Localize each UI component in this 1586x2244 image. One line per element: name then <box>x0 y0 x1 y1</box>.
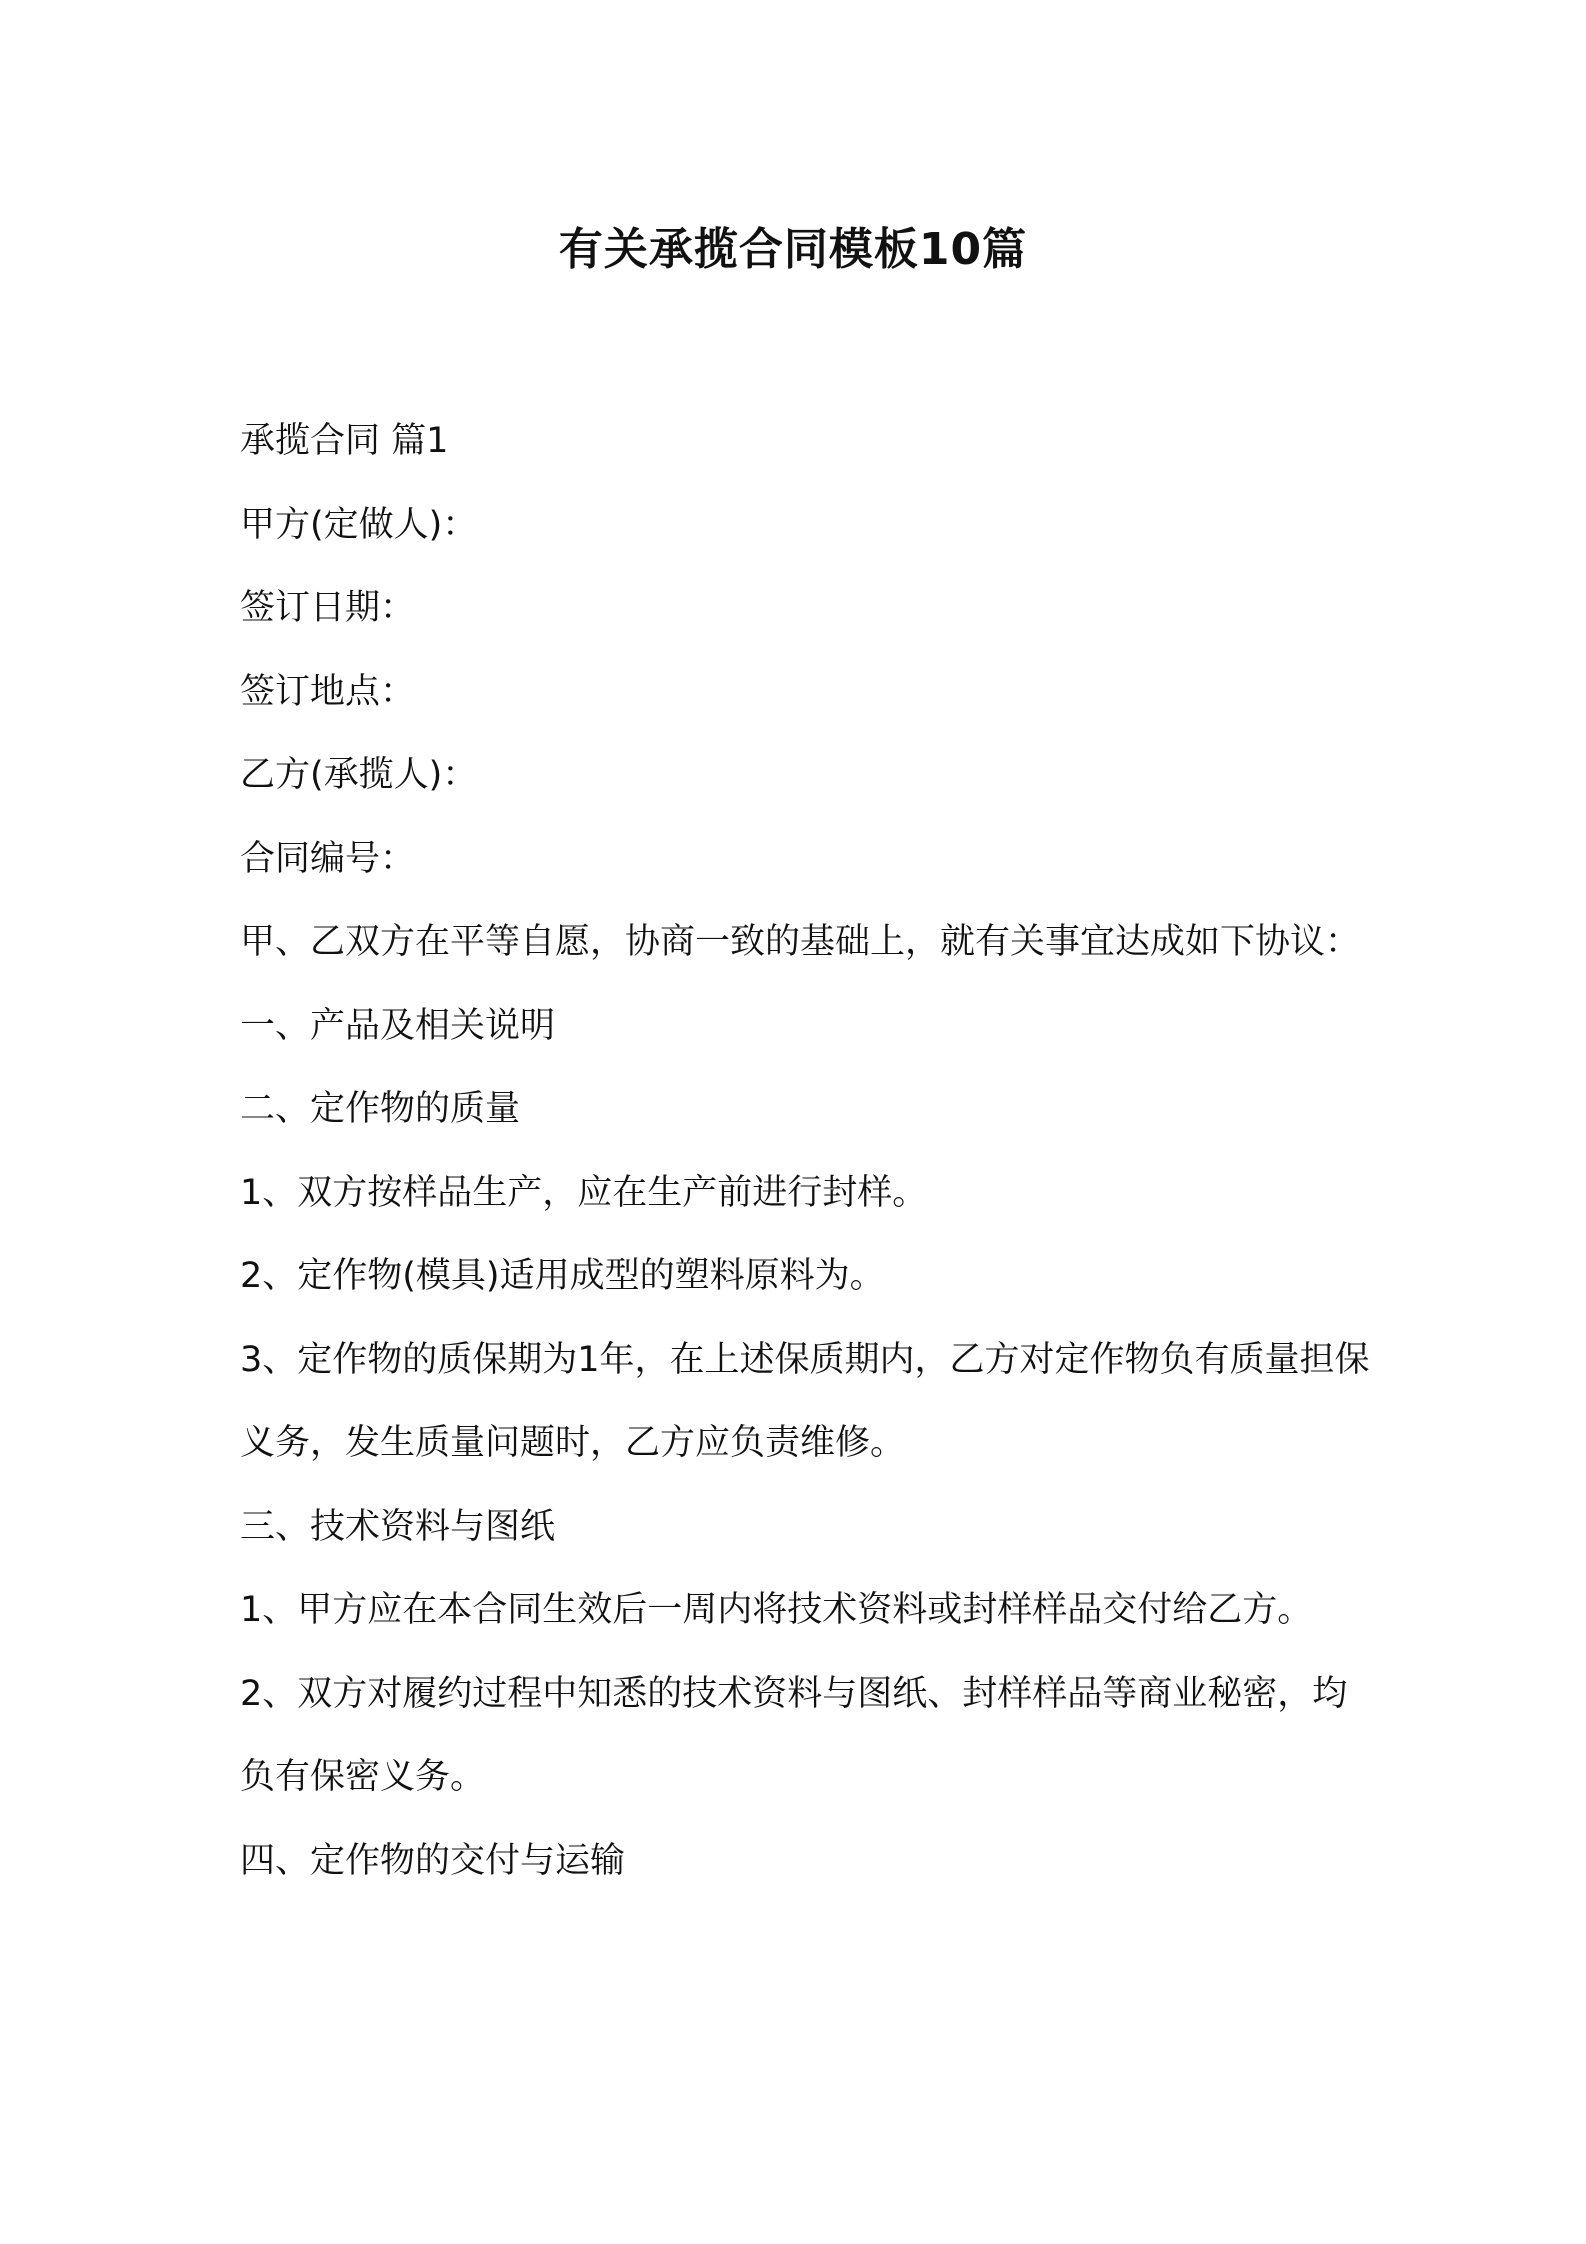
clause-item: 3、定作物的质保期为1年，在上述保质期内，乙方对定作物负有质量担保义务，发生质量问题时，乙方应负责维修。 <box>240 1339 1370 1463</box>
clause-item: 1、双方按样品生产，应在生产前进行封样。 <box>240 1172 928 1213</box>
document-body <box>240 400 1370 1903</box>
clause-heading: 一、产品及相关说明 <box>240 1005 556 1046</box>
signing-place-field: 签订地点： <box>240 671 416 712</box>
clause-heading: 四、定作物的交付与运输 <box>240 1840 626 1881</box>
clause-item: 2、双方对履约过程中知悉的技术资料与图纸、封样样品等商业秘密，均负有保密义务。 <box>240 1673 1348 1797</box>
clause-heading: 二、定作物的质量 <box>240 1089 521 1129</box>
clause-heading: 三、技术资料与图纸 <box>240 1506 556 1547</box>
party-a-field: 甲方(定做人)： <box>240 504 478 545</box>
signing-date-field: 签订日期： <box>240 588 416 628</box>
preamble-paragraph: 甲、乙双方在平等自愿，协商一致的基础上，就有关事宜达成如下协议： <box>240 922 1361 962</box>
party-b-field: 乙方(承揽人)： <box>240 755 478 795</box>
contract-number-field: 合同编号： <box>240 838 416 879</box>
document-title: 有关承揽合同模板10篇 <box>558 224 1028 275</box>
section-heading: 承揽合同 篇1 <box>240 421 449 461</box>
clause-item: 2、定作物(模具)适用成型的塑料原料为。 <box>240 1256 885 1296</box>
clause-item: 1、甲方应在本合同生效后一周内将技术资料或封样样品交付给乙方。 <box>240 1590 1313 1630</box>
